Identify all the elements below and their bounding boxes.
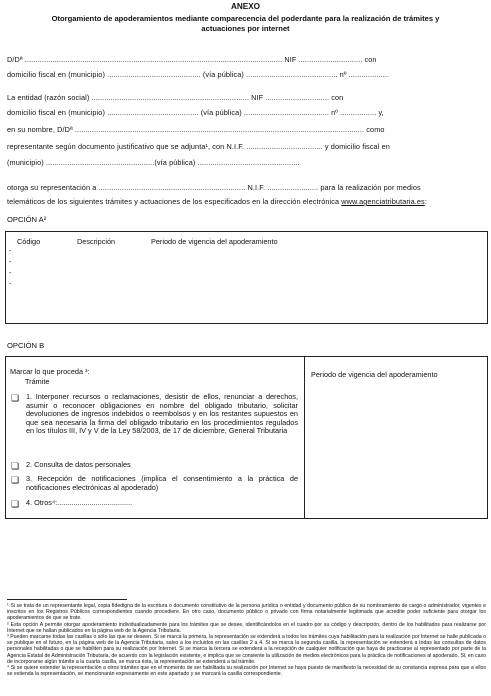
- option-b-checkbox-3[interactable]: ❏: [11, 475, 20, 485]
- option-b-col-periodo: Periodo de vigencia del apoderamiento: [311, 370, 438, 379]
- option-a-label: OPCIÓN A²: [7, 215, 47, 224]
- option-b-label: OPCIÓN B: [7, 341, 45, 350]
- form-line-9: [7, 197, 427, 206]
- option-b-item-2: 2. Consulta de datos personales: [26, 460, 131, 469]
- option-b-item-3: 3. Recepción de notificaciones (implica el consentimiento a la práctica de notificaciones electrónicas al apoderado): [26, 474, 298, 492]
- form-line-7: (municipio) ...................................................(vía pública) ................................................: [7, 158, 300, 167]
- form-line-9-text: telemáticos de los siguientes trámites y actuaciones de los especificados en la dirección electrónica: [7, 197, 342, 206]
- url-suffix: :: [424, 197, 427, 206]
- document-subtitle-line-2: actuaciones por internet: [201, 24, 290, 33]
- option-a-col-codigo: Código: [17, 237, 41, 246]
- form-line-6: representante según documento justificativo que se adjunta¹, con N.I.F. .................................... y domicilio fiscal en: [7, 142, 390, 151]
- form-line-1: D/Dª ......................................................................................................................... NIF .............................. con: [7, 55, 377, 64]
- option-a-row-dash: -: [9, 259, 12, 266]
- form-line-2: domicilio fiscal en (municipio) ............................................ (vía pública) ........................................... nº ...................: [7, 70, 390, 79]
- annex-title: ANEXO: [230, 2, 261, 11]
- option-a-col-descripcion: Descripción: [77, 237, 116, 246]
- option-b-checkbox-4[interactable]: ❏: [11, 499, 20, 509]
- option-a-table: [5, 231, 488, 324]
- option-a-row-dash: -: [9, 270, 12, 277]
- footnotes: [7, 603, 486, 677]
- option-b-item-1: 1. Interponer recursos o reclamaciones, desistir de ellos, renunciar a derechos, asumir o reconocer obligaciones en nombre del obligado tributario, solicitar devoluciones de ingresos indebidos o reembolsos y en los restantes supuestos en que sea necesaria la firma del obligado tributario en los procedimientos regulados en los títulos III, IV y V de la Ley 58/2003, de 17 de diciembre, General Tributaria: [26, 392, 298, 436]
- option-b-item-4: 4. Otros⁴:.....................................: [26, 498, 133, 507]
- option-b-table: [5, 356, 488, 519]
- form-line-5: en su nombre, D/Dª ........................................................................................................................................ como: [7, 125, 385, 134]
- option-b-checkbox-1[interactable]: ❏: [11, 393, 20, 403]
- document-subtitle-line-1: Otorgamiento de apoderamientos mediante comparecencia del poderdante para la realización de trámites y: [51, 14, 440, 23]
- form-line-4: domicilio fiscal en (municipio) ........................................... (vía pública) ........................................ nº ................. y,: [7, 108, 384, 117]
- footnote-1: ¹ Si se trata de un representante legal, copia fidedigna de la escritura o documento constitutivo de la persona jurídica o entidad y documento público de su nombramiento de cargo o administrador, vigentes e inscritos en los Registros Públicos correspondientes cuando procediere. En otro caso, documento público o privado con firma notarialmente legitimada que acredite poder suficiente para otorgar los apoderamientos de que se trate.: [7, 603, 486, 622]
- footnote-4: ⁴ Si se quiere extender la representación a otros trámites que en el momento de ser habilitada su realización por Internet se haya puesto de manifiesto la necesidad de su constancia expresa para que a ellos se extienda la representación, se mencionarán expresamente en este apartado y se marcará la casilla correspondiente.: [7, 665, 486, 678]
- form-line-3: La entidad (razón social) .......................................................................... NIF .............................. con: [7, 93, 344, 102]
- footnote-2: ² Esta opción A permite otorgar apoderamiento individualizadamente para los trámites que se desee, identificándolos en el cuadro por su código y descripción, dentro de los habilitados para realizarse por Internet que se hallan publicados en la página web de la Agencia Tributaria.: [7, 621, 486, 634]
- option-a-col-periodo: Periodo de vigencia del apoderamiento: [151, 237, 278, 246]
- option-b-column-divider: [304, 357, 305, 518]
- footnote-separator: [7, 599, 127, 600]
- option-b-col-tramite: Trámite: [25, 377, 50, 386]
- option-b-marcar: Marcar lo que proceda ³:: [10, 367, 90, 376]
- agency-url-link[interactable]: www.agenciatributaria.es: [341, 197, 425, 206]
- form-line-8: otorga su representación a ..................................................................... N.I.F. ........................ para la realización por medios: [7, 183, 421, 192]
- option-a-row-dash: -: [9, 248, 12, 255]
- footnote-3: ³ Pueden marcarse todas las casillas o sólo las que se deseen. Si se marca la primera, la representación se extenderá a todos los trámites cuya habilitación para la realización por Internet se halle publicada o se publique en el futuro, en la página web de la Agencia Tributaria, salvo a los incluidos en las casillas 2 a 4. Si se marca la segunda casilla, la representación se extenderá a todas las consultas de datos personales habilitadas o que se habiliten para su realización por Internet. Si se marca la tercera se extenderá a la recepción de cualquier notificación que haya de practicarse al representado por parte de la Agencia Estatal de Administración Tributaria, de acuerdo con la legislación existente, e implica que se consiente la utilización de medios electrónicos para la práctica de notificaciones al apoderado. Si, en caso de incorporarse algún trámite a la cuarta casilla, se marca ésta, la representación se extenderá a tal trámite.: [7, 634, 486, 665]
- option-a-row-dash: -: [9, 281, 12, 288]
- option-b-checkbox-2[interactable]: ❏: [11, 461, 20, 471]
